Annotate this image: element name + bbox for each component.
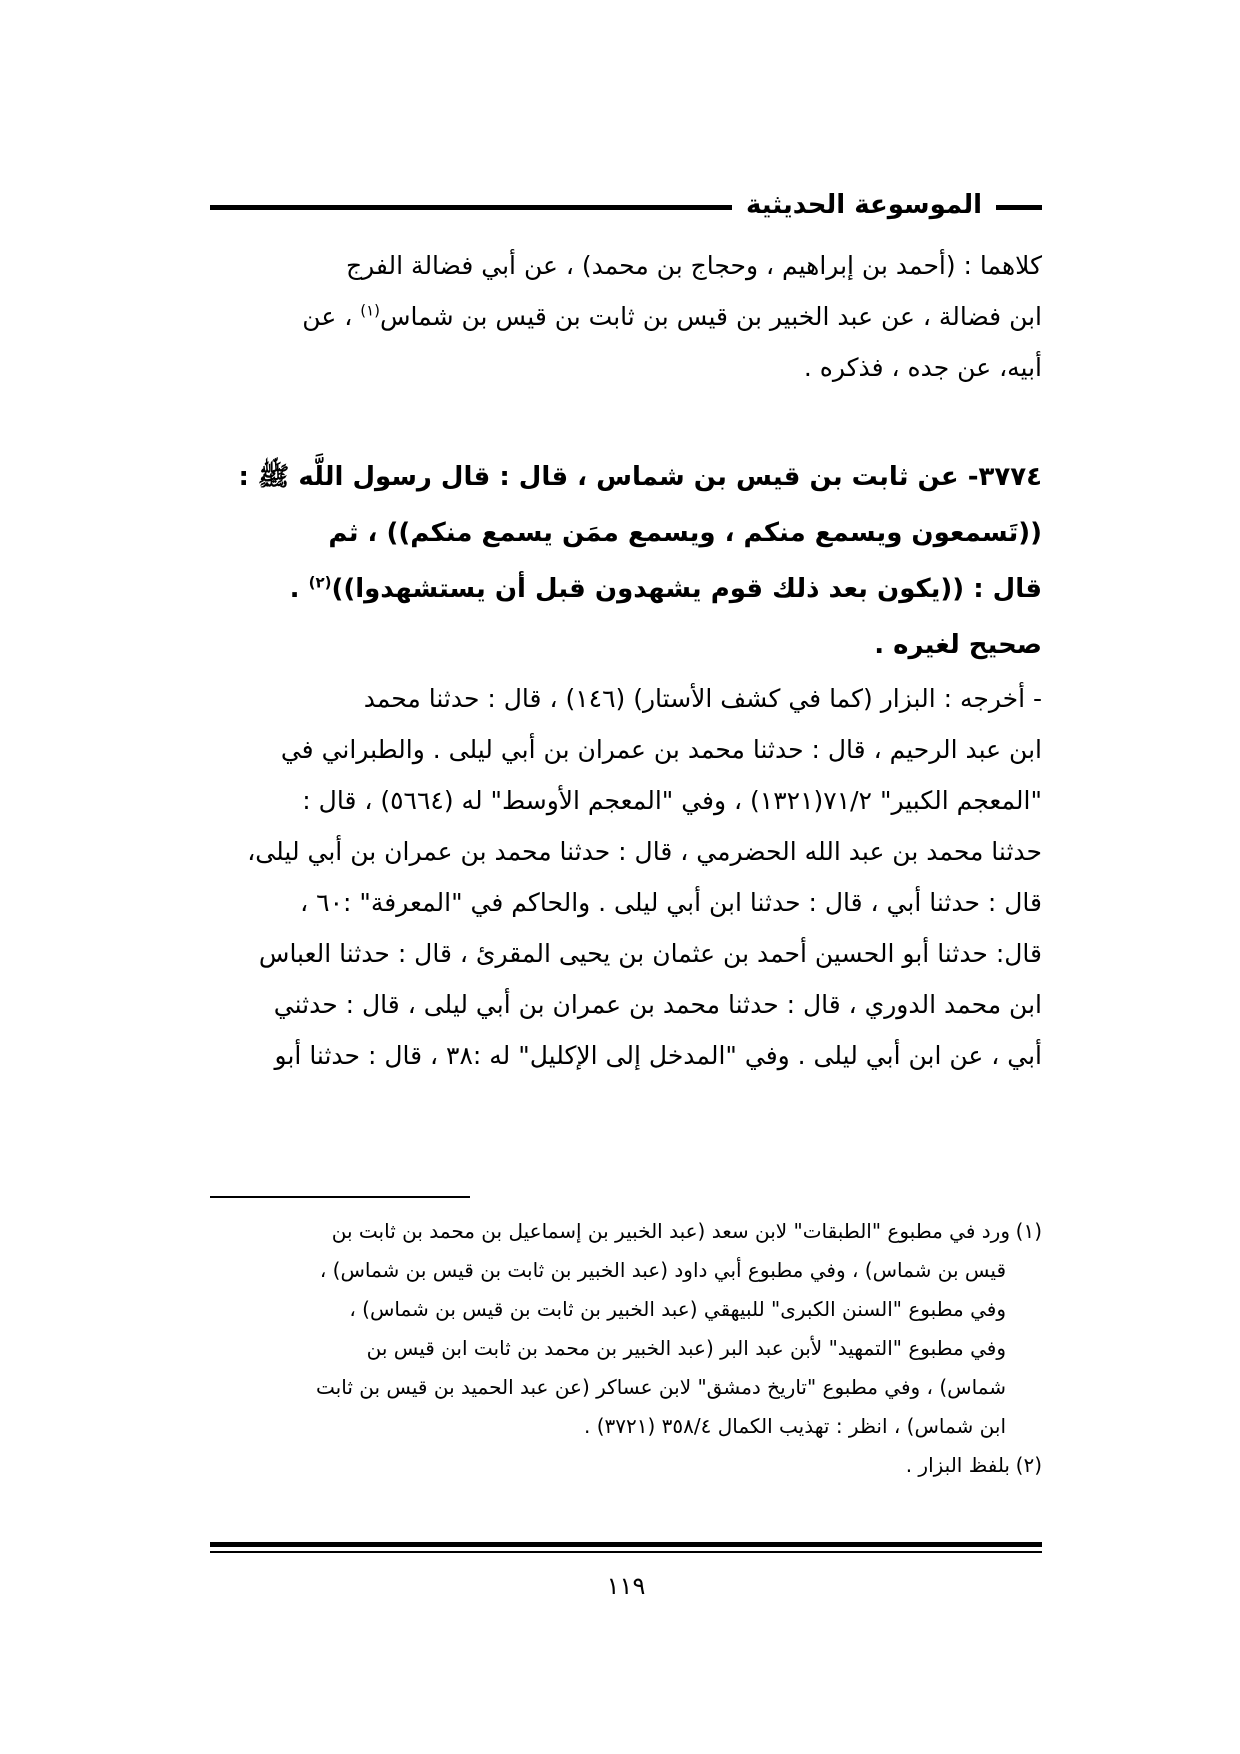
footnote-number: (١)	[1015, 1219, 1042, 1243]
takhrij-line: ابن عبد الرحيم ، قال : حدثنا محمد بن عمران بن أبي ليلى . والطبراني في	[280, 735, 1042, 764]
running-header	[210, 188, 1042, 224]
footnote-2: (٢)بلفظ البزار .	[210, 1446, 1042, 1485]
intro-line: ابن فضالة ، عن عبد الخبير بن قيس بن ثابت بن قيس بن شماس$^{(١)}$ ، عن	[302, 301, 1042, 331]
takhrij-line: - أخرجه : البزار (كما في كشف الأستار) (١٤٦) ، قال : حدثنا محمد	[363, 684, 1042, 713]
footnote-separator	[210, 1196, 470, 1198]
takhrij-line: أبي ، عن ابن أبي ليلى . وفي "المدخل إلى الإكليل" له :٣٨ ، قال : حدثنا أبو	[274, 1041, 1042, 1070]
footnote-1: (١)ورد في مطبوع "الطبقات" لابن سعد (عبد الخبير بن إسماعيل بن محمد بن ثابت بن	[210, 1212, 1042, 1251]
footnotes	[210, 1212, 1042, 1485]
intro-line: أبيه، عن جده ، فذكره .	[803, 353, 1042, 382]
hadith-text	[210, 449, 1042, 617]
header-rule-left	[210, 205, 742, 210]
takhrij-line: قال: حدثنا أبو الحسين أحمد بن عثمان بن يحيى المقرئ ، قال : حدثنا العباس	[258, 939, 1042, 968]
footnote-line: وفي مطبوع "السنن الكبرى" للبيهقي (عبد الخبير بن ثابت بن قيس بن شماس) ،	[349, 1297, 1006, 1321]
footnote-line: وفي مطبوع "التمهيد" لأبن عبد البر (عبد الخبير بن محمد بن ثابت ابن قيس بن	[366, 1336, 1006, 1360]
bottom-rule	[210, 1542, 1042, 1547]
intro-line: كلاهما : (أحمد بن إبراهيم ، وحجاج بن محمد) ، عن أبي فضالة الفرج	[345, 251, 1042, 280]
header-rule-right	[996, 205, 1042, 210]
takhrij-line: ابن محمد الدوري ، قال : حدثنا محمد بن عمران بن أبي ليلى ، قال : حدثني	[273, 990, 1042, 1019]
footnote-number: (٢)	[1015, 1453, 1042, 1477]
hadith-line: ((تَسمعون ويسمع منكم ، ويسمع ممَن يسمع منكم)) ، ثم	[328, 518, 1042, 548]
footnote-line: ابن شماس) ، انظر : تهذيب الكمال ٣٥٨/٤ (٣٧٢١) .	[584, 1414, 1006, 1438]
hadith-line: ٣٧٧٤- عن ثابت بن قيس بن شماس ، قال : قال رسول اللَّه ﷺ :	[238, 462, 1042, 492]
book-page	[210, 188, 1042, 1668]
footnote-line: قيس بن شماس) ، وفي مطبوع أبي داود (عبد الخبير بن ثابت بن قيس بن شماس) ،	[319, 1258, 1006, 1282]
bottom-rule-thin	[210, 1551, 1042, 1553]
hadith-line: قال : ((يكون بعد ذلك قوم يشهدون قبل أن يستشهدوا))$^{(٢)}$ .	[289, 573, 1042, 604]
footnote-marker[interactable]: (٢)	[308, 573, 332, 592]
footnote-line: شماس) ، وفي مطبوع "تاريخ دمشق" لابن عساكر (عن عبد الحميد بن قيس بن ثابت	[316, 1375, 1006, 1399]
takhrij-line: "المعجم الكبير" ٧١/٢(١٣٢١) ، وفي "المعجم الأوسط" له (٥٦٦٤) ، قال :	[302, 786, 1042, 815]
footnote-marker[interactable]: (١)	[360, 301, 380, 320]
takhrij-line: حدثنا محمد بن عبد الله الحضرمي ، قال : حدثنا محمد بن عمران بن أبي ليلى،	[247, 837, 1042, 866]
takhrij-line: قال : حدثنا أبي ، قال : حدثنا ابن أبي ليلى . والحاكم في "المعرفة" :٦٠ ،	[300, 888, 1042, 917]
header-title: الموسوعة الحديثية	[732, 188, 996, 222]
main-text	[210, 240, 1042, 1081]
hadith-grade: صحيح لغيره .	[874, 630, 1042, 660]
takhrij-text	[210, 673, 1042, 1081]
page-number: ١١٩	[606, 1572, 646, 1600]
